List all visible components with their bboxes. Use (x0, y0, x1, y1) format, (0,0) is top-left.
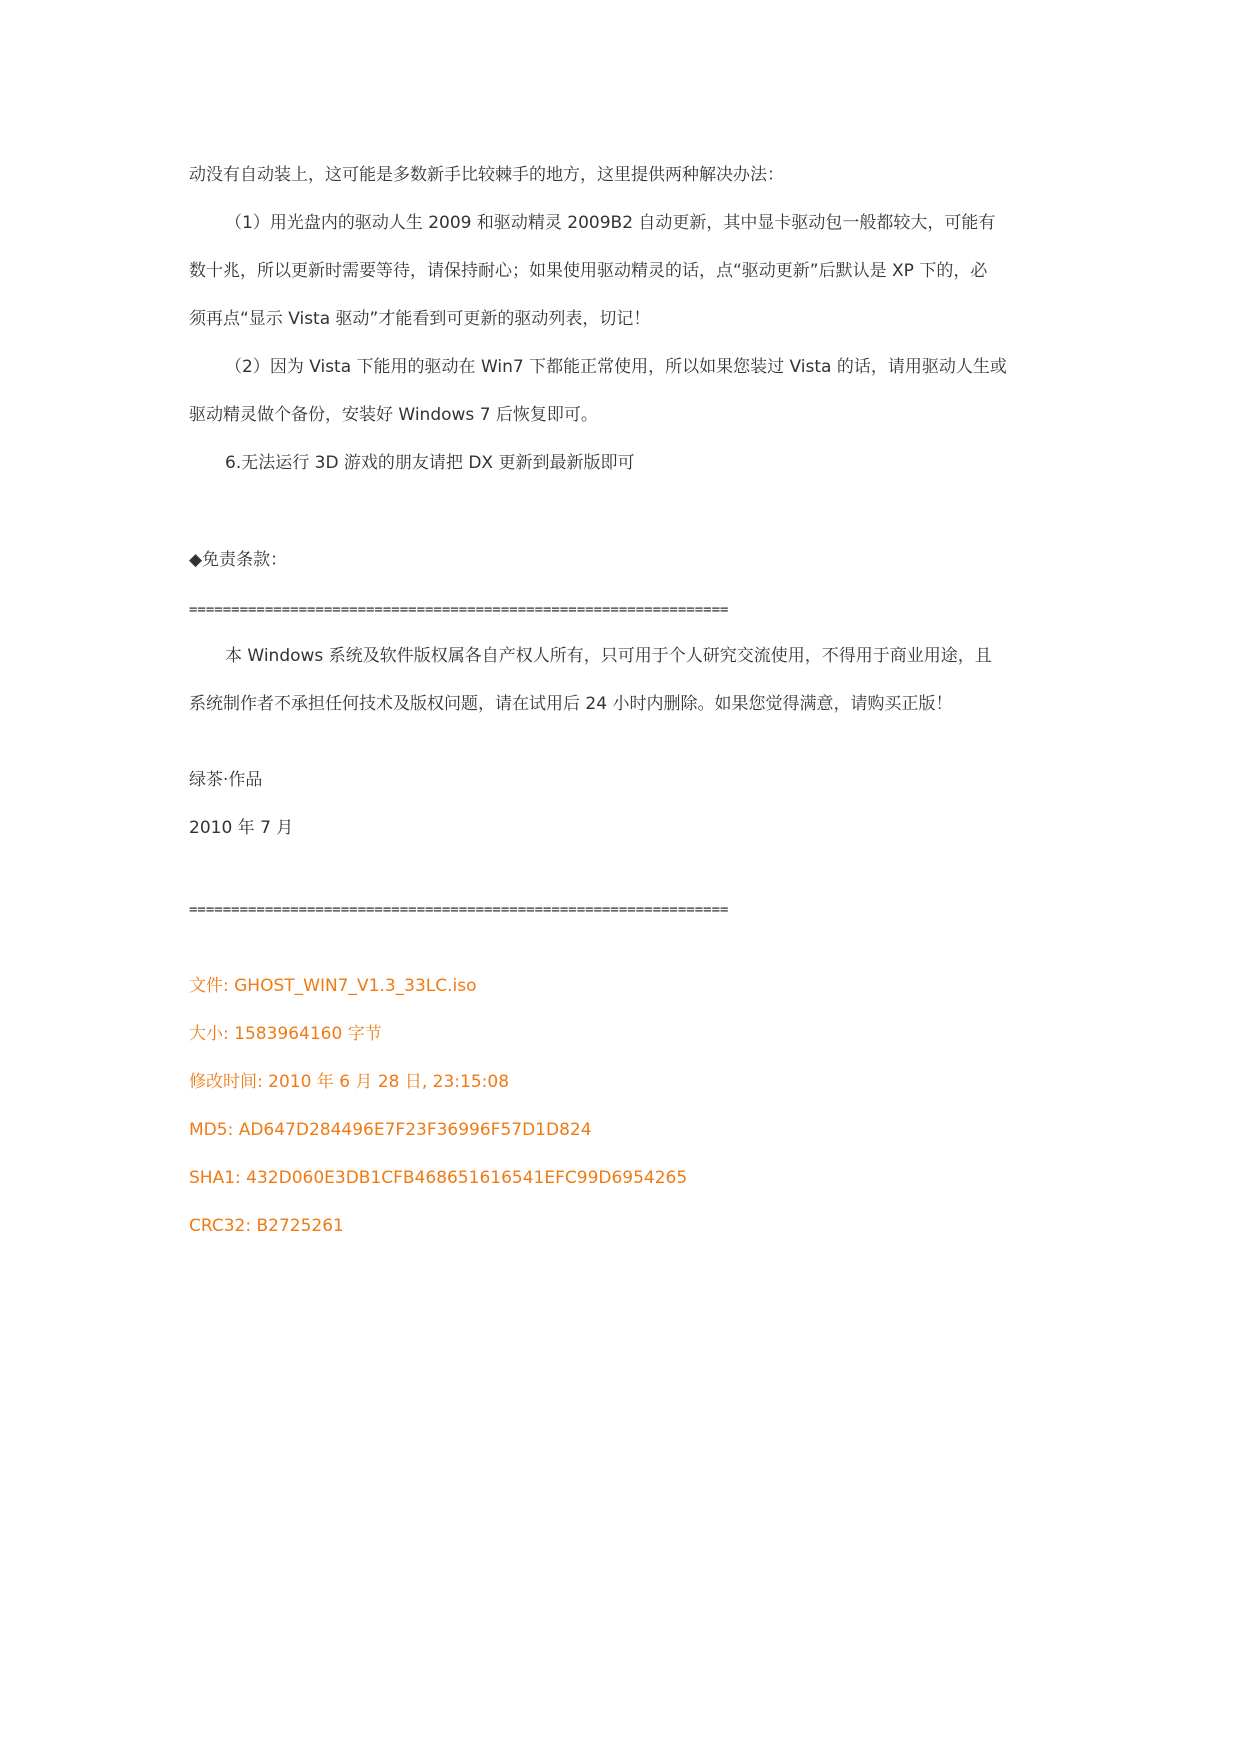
paragraph-2-line-2: 驱动精灵做个备份，安装好 Windows 7 后恢复即可。 (189, 405, 598, 425)
disclaimer-line-1: 本 Windows 系统及软件版权属各自产权人所有，只可用于个人研究交流使用，不得用于商业用途，且 (225, 646, 992, 666)
separator-bottom: ================================================================ (189, 902, 729, 918)
file-modified-time: 修改时间: 2010 年 6 月 28 日, 23:15:08 (189, 1072, 510, 1092)
file-md5: MD5: AD647D284496E7F23F36996F57D1D824 (189, 1120, 592, 1140)
paragraph-2-line-1: （2）因为 Vista 下能用的驱动在 Win7 下都能正常使用，所以如果您装过 Vista 的话，请用驱动人生或 (225, 357, 1007, 377)
paragraph-1-line-1: （1）用光盘内的驱动人生 2009 和驱动精灵 2009B2 自动更新，其中显卡驱动包一般都较大，可能有 (225, 213, 996, 233)
disclaimer-line-2: 系统制作者不承担任何技术及版权问题，请在试用后 24 小时内删除。如果您觉得满意，请购买正版！ (189, 694, 953, 714)
file-sha1: SHA1: 432D060E3DB1CFB468651616541EFC99D6954265 (189, 1168, 688, 1188)
file-size: 大小: 1583964160 字节 (189, 1024, 382, 1044)
list-item-6: 6.无法运行 3D 游戏的朋友请把 DX 更新到最新版即可 (225, 453, 635, 473)
paragraph-1-line-3: 须再点“显示 Vista 驱动”才能看到可更新的驱动列表，切记！ (189, 309, 651, 329)
file-crc32: CRC32: B2725261 (189, 1216, 344, 1236)
paragraph-1-line-2: 数十兆，所以更新时需要等待，请保持耐心；如果使用驱动精灵的话，点“驱动更新”后默认是 XP 下的，必 (189, 261, 988, 281)
disclaimer-heading: ◆免责条款： (189, 550, 288, 570)
separator-top: ================================================================ (189, 602, 729, 618)
body-line-1: 动没有自动装上，这可能是多数新手比较棘手的地方，这里提供两种解决办法： (189, 165, 784, 185)
file-name: 文件: GHOST_WIN7_V1.3_33LC.iso (189, 976, 477, 996)
document-date: 2010 年 7 月 (189, 818, 294, 838)
author-signature: 绿茶·作品 (189, 770, 263, 790)
